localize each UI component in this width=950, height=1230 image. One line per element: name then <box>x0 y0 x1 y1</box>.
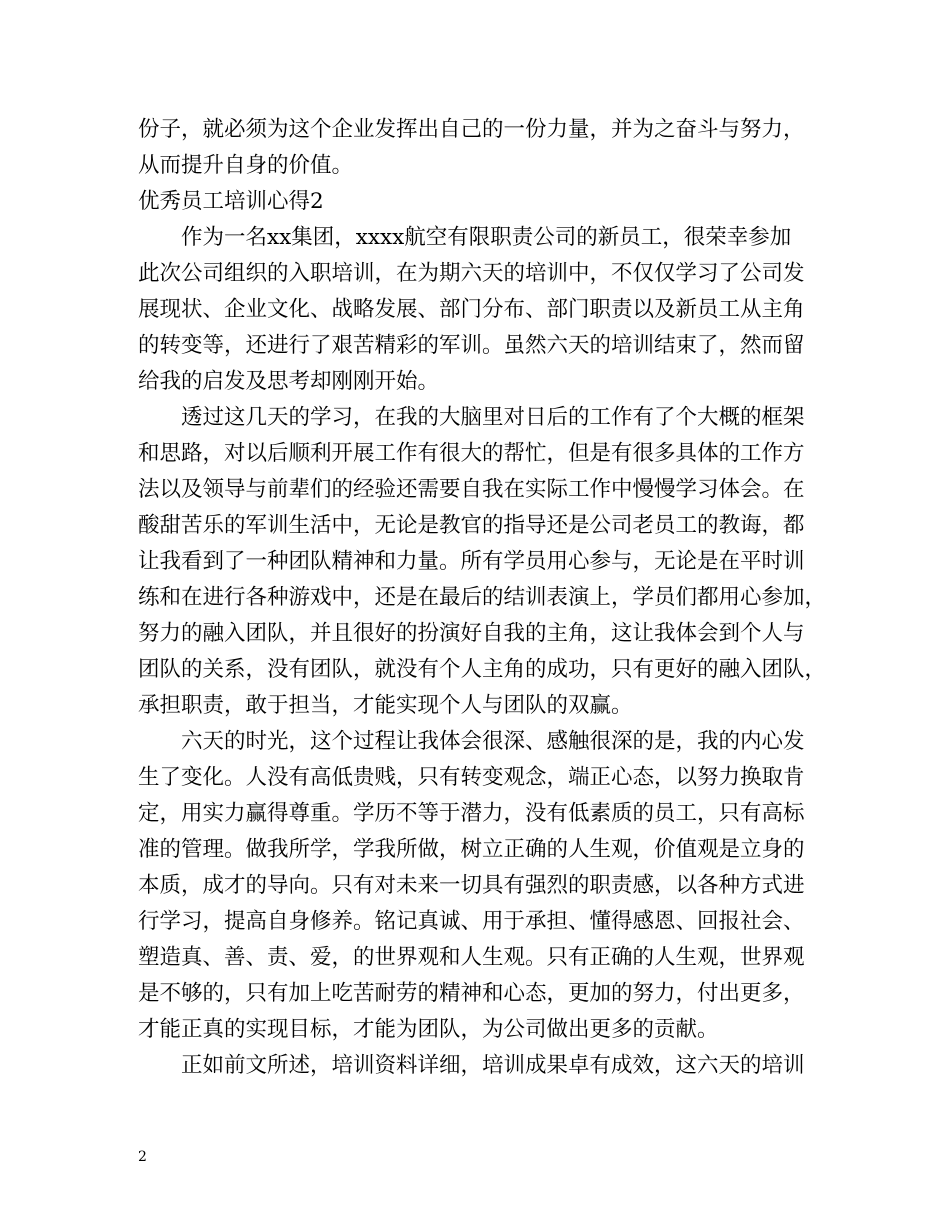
text-line: 和思路，对以后顺利开展工作有很大的帮忙，但是有很多具体的工作方 <box>138 441 805 466</box>
text-line: 正如前文所述，培训资料详细，培训成果卓有成效，这六天的培训 <box>138 1053 805 1078</box>
text-line: 练和在进行各种游戏中，还是在最后的结训表演上，学员们都用心参加， <box>138 585 827 610</box>
page-number: 2 <box>138 1149 147 1165</box>
text-line: 作为一名xx集团，xxxx航空有限职责公司的新员工，很荣幸参加 <box>138 225 792 250</box>
text-line: 是不够的，只有加上吃苦耐劳的精神和心态，更加的努力，付出更多， <box>138 981 805 1006</box>
text-line: 生了变化。人没有高低贵贱，只有转变观念，端正心态，以努力换取肯 <box>138 765 805 790</box>
text-line: 份子，就必须为这个企业发挥出自己的一份力量，并为之奋斗与努力， <box>138 117 805 142</box>
text-line: 透过这几天的学习，在我的大脑里对日后的工作有了个大概的框架 <box>138 405 805 430</box>
text-line: 此次公司组织的入职培训，在为期六天的培训中，不仅仅学习了公司发 <box>138 261 805 286</box>
text-line: 努力的融入团队，并且很好的扮演好自我的主角，这让我体会到个人与 <box>138 621 805 646</box>
text-line: 塑造真、善、责、爱，的世界观和人生观。只有正确的人生观，世界观 <box>138 945 805 970</box>
text-line: 承担职责，敢于担当，才能实现个人与团队的双赢。 <box>138 693 633 718</box>
text-line: 本质，成才的导向。只有对未来一切具有强烈的职责感，以各种方式进 <box>138 873 805 898</box>
text-line: 才能正真的实现目标，才能为团队，为公司做出更多的贡献。 <box>138 1017 719 1042</box>
text-line: 法以及领导与前辈们的经验还需要自我在实际工作中慢慢学习体会。在 <box>138 477 805 502</box>
text-line: 六天的时光，这个过程让我体会很深、感触很深的是，我的内心发 <box>138 729 805 754</box>
text-line: 给我的启发及思考却刚刚开始。 <box>138 369 440 394</box>
text-line: 准的管理。做我所学，学我所做，树立正确的人生观，价值观是立身的 <box>138 837 805 862</box>
text-line: 从而提升自身的价值。 <box>138 153 354 178</box>
text-line: 行学习，提高自身修养。铭记真诚、用于承担、懂得感恩、回报社会、 <box>138 909 805 934</box>
text-line: 酸甜苦乐的军训生活中，无论是教官的指导还是公司老员工的教诲，都 <box>138 513 805 538</box>
text-line: 定，用实力赢得尊重。学历不等于潜力，没有低素质的员工，只有高标 <box>138 801 805 826</box>
section-heading: 优秀员工培训心得2 <box>138 189 324 214</box>
text-line: 展现状、企业文化、战略发展、部门分布、部门职责以及新员工从主角 <box>138 297 805 322</box>
text-line: 的转变等，还进行了艰苦精彩的军训。虽然六天的培训结束了，然而留 <box>138 333 805 358</box>
text-line: 团队的关系，没有团队，就没有个人主角的成功，只有更好的融入团队， <box>138 657 827 682</box>
text-line: 让我看到了一种团队精神和力量。所有学员用心参与，无论是在平时训 <box>138 549 805 574</box>
